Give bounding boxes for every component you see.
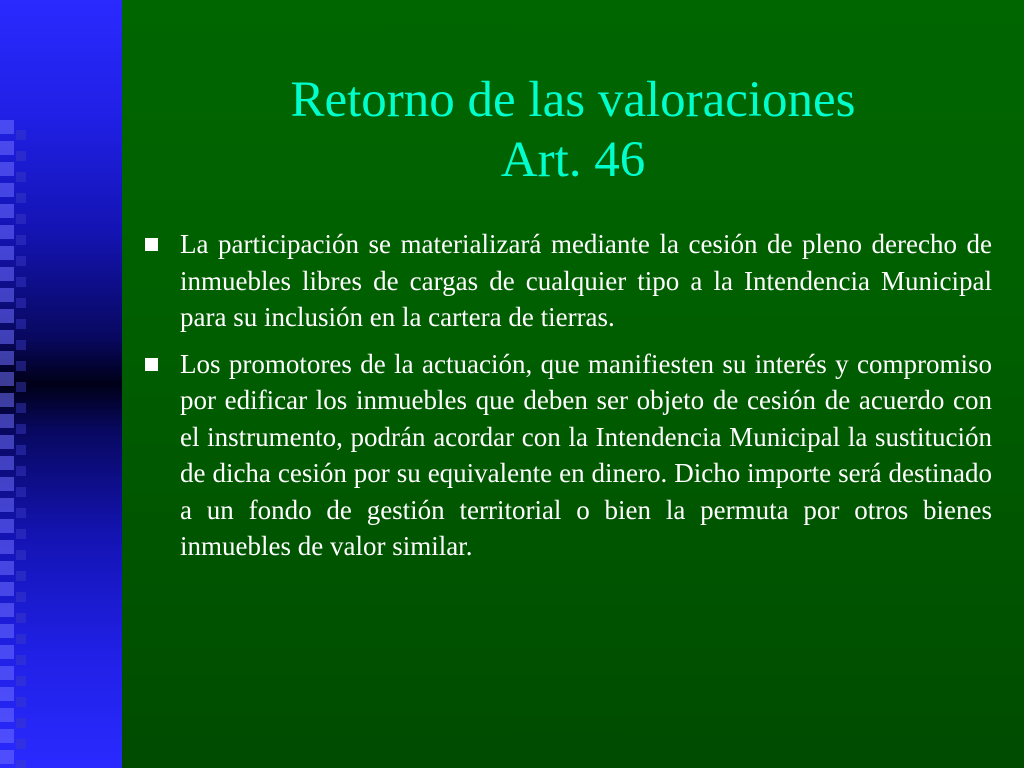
slide-title-line-2: Art. 46	[500, 132, 646, 188]
bullet-item	[140, 226, 992, 336]
decorative-square	[0, 267, 14, 281]
decorative-square	[16, 214, 26, 224]
decorative-square	[16, 487, 26, 497]
decorative-square	[0, 309, 14, 323]
decorative-square	[16, 676, 26, 686]
decorative-square	[16, 172, 26, 182]
decorative-square	[0, 477, 14, 491]
decorative-square	[16, 508, 26, 518]
decorative-square	[0, 435, 14, 449]
decorative-square	[16, 277, 26, 287]
decorative-square	[0, 141, 14, 155]
decorative-square	[16, 403, 26, 413]
decorative-square	[16, 361, 26, 371]
bullet-item	[140, 346, 992, 565]
decorative-square	[0, 519, 14, 533]
decorative-square	[0, 120, 14, 134]
decorative-square	[16, 151, 26, 161]
decorative-square	[16, 256, 26, 266]
decorative-square	[0, 687, 14, 701]
decorative-square	[16, 235, 26, 245]
decorative-square	[16, 529, 26, 539]
decorative-square	[0, 393, 14, 407]
decorative-square	[0, 351, 14, 365]
decorative-square	[16, 445, 26, 455]
decorative-square	[0, 456, 14, 470]
decorative-square	[0, 162, 14, 176]
decorative-square	[16, 382, 26, 392]
decorative-square	[0, 624, 14, 638]
decorative-square	[0, 372, 14, 386]
decorative-square	[0, 582, 14, 596]
decorative-square	[0, 246, 14, 260]
bullet-list	[140, 226, 992, 575]
decorative-square	[0, 645, 14, 659]
decorative-square	[0, 750, 14, 764]
decorative-square	[0, 183, 14, 197]
decorative-square	[16, 739, 26, 749]
decorative-square	[16, 697, 26, 707]
decorative-square	[16, 193, 26, 203]
decorative-square	[0, 561, 14, 575]
decorative-square	[16, 130, 26, 140]
decorative-square	[16, 319, 26, 329]
decorative-square	[16, 634, 26, 644]
decorative-square	[16, 550, 26, 560]
decorative-square	[0, 288, 14, 302]
decorative-square	[16, 571, 26, 581]
decorative-square	[16, 718, 26, 728]
decorative-square	[16, 466, 26, 476]
decorative-square	[0, 204, 14, 218]
slide-title	[122, 70, 1024, 190]
decorative-square	[16, 592, 26, 602]
decorative-square	[0, 666, 14, 680]
square-bullet-icon	[145, 358, 158, 371]
decorative-square	[16, 613, 26, 623]
decorative-square	[16, 655, 26, 665]
decorative-square	[16, 760, 26, 768]
decorative-square	[0, 603, 14, 617]
slide-title-line-1: Retorno de las valoraciones	[290, 72, 856, 128]
decorative-square	[0, 225, 14, 239]
decorative-square	[16, 340, 26, 350]
decorative-square	[0, 498, 14, 512]
decorative-square	[0, 708, 14, 722]
square-bullet-icon	[145, 238, 158, 251]
decorative-square	[16, 424, 26, 434]
decorative-square	[0, 330, 14, 344]
decorative-square	[0, 729, 14, 743]
decorative-square	[0, 414, 14, 428]
bullet-text: Los promotores de la actuación, que manifiesten su interés y compromiso por edificar los inmuebles que deben ser objeto de cesión de acuerdo con el instrumento, podrán acordar con la Intendencia Municipal la sustitución de dicha cesión por su equivalente en dinero. Dicho importe será destinado a un fondo de gestión territorial o bien la permuta por otros bienes inmuebles de valor similar.	[180, 348, 992, 561]
bullet-text: La participación se materializará mediante la cesión de pleno derecho de inmuebles libres de cargas de cualquier tipo a la Intendencia Municipal para su inclusión en la cartera de tierras.	[180, 229, 992, 332]
side-checker-squares	[0, 0, 30, 768]
decorative-square	[0, 540, 14, 554]
decorative-square	[16, 298, 26, 308]
